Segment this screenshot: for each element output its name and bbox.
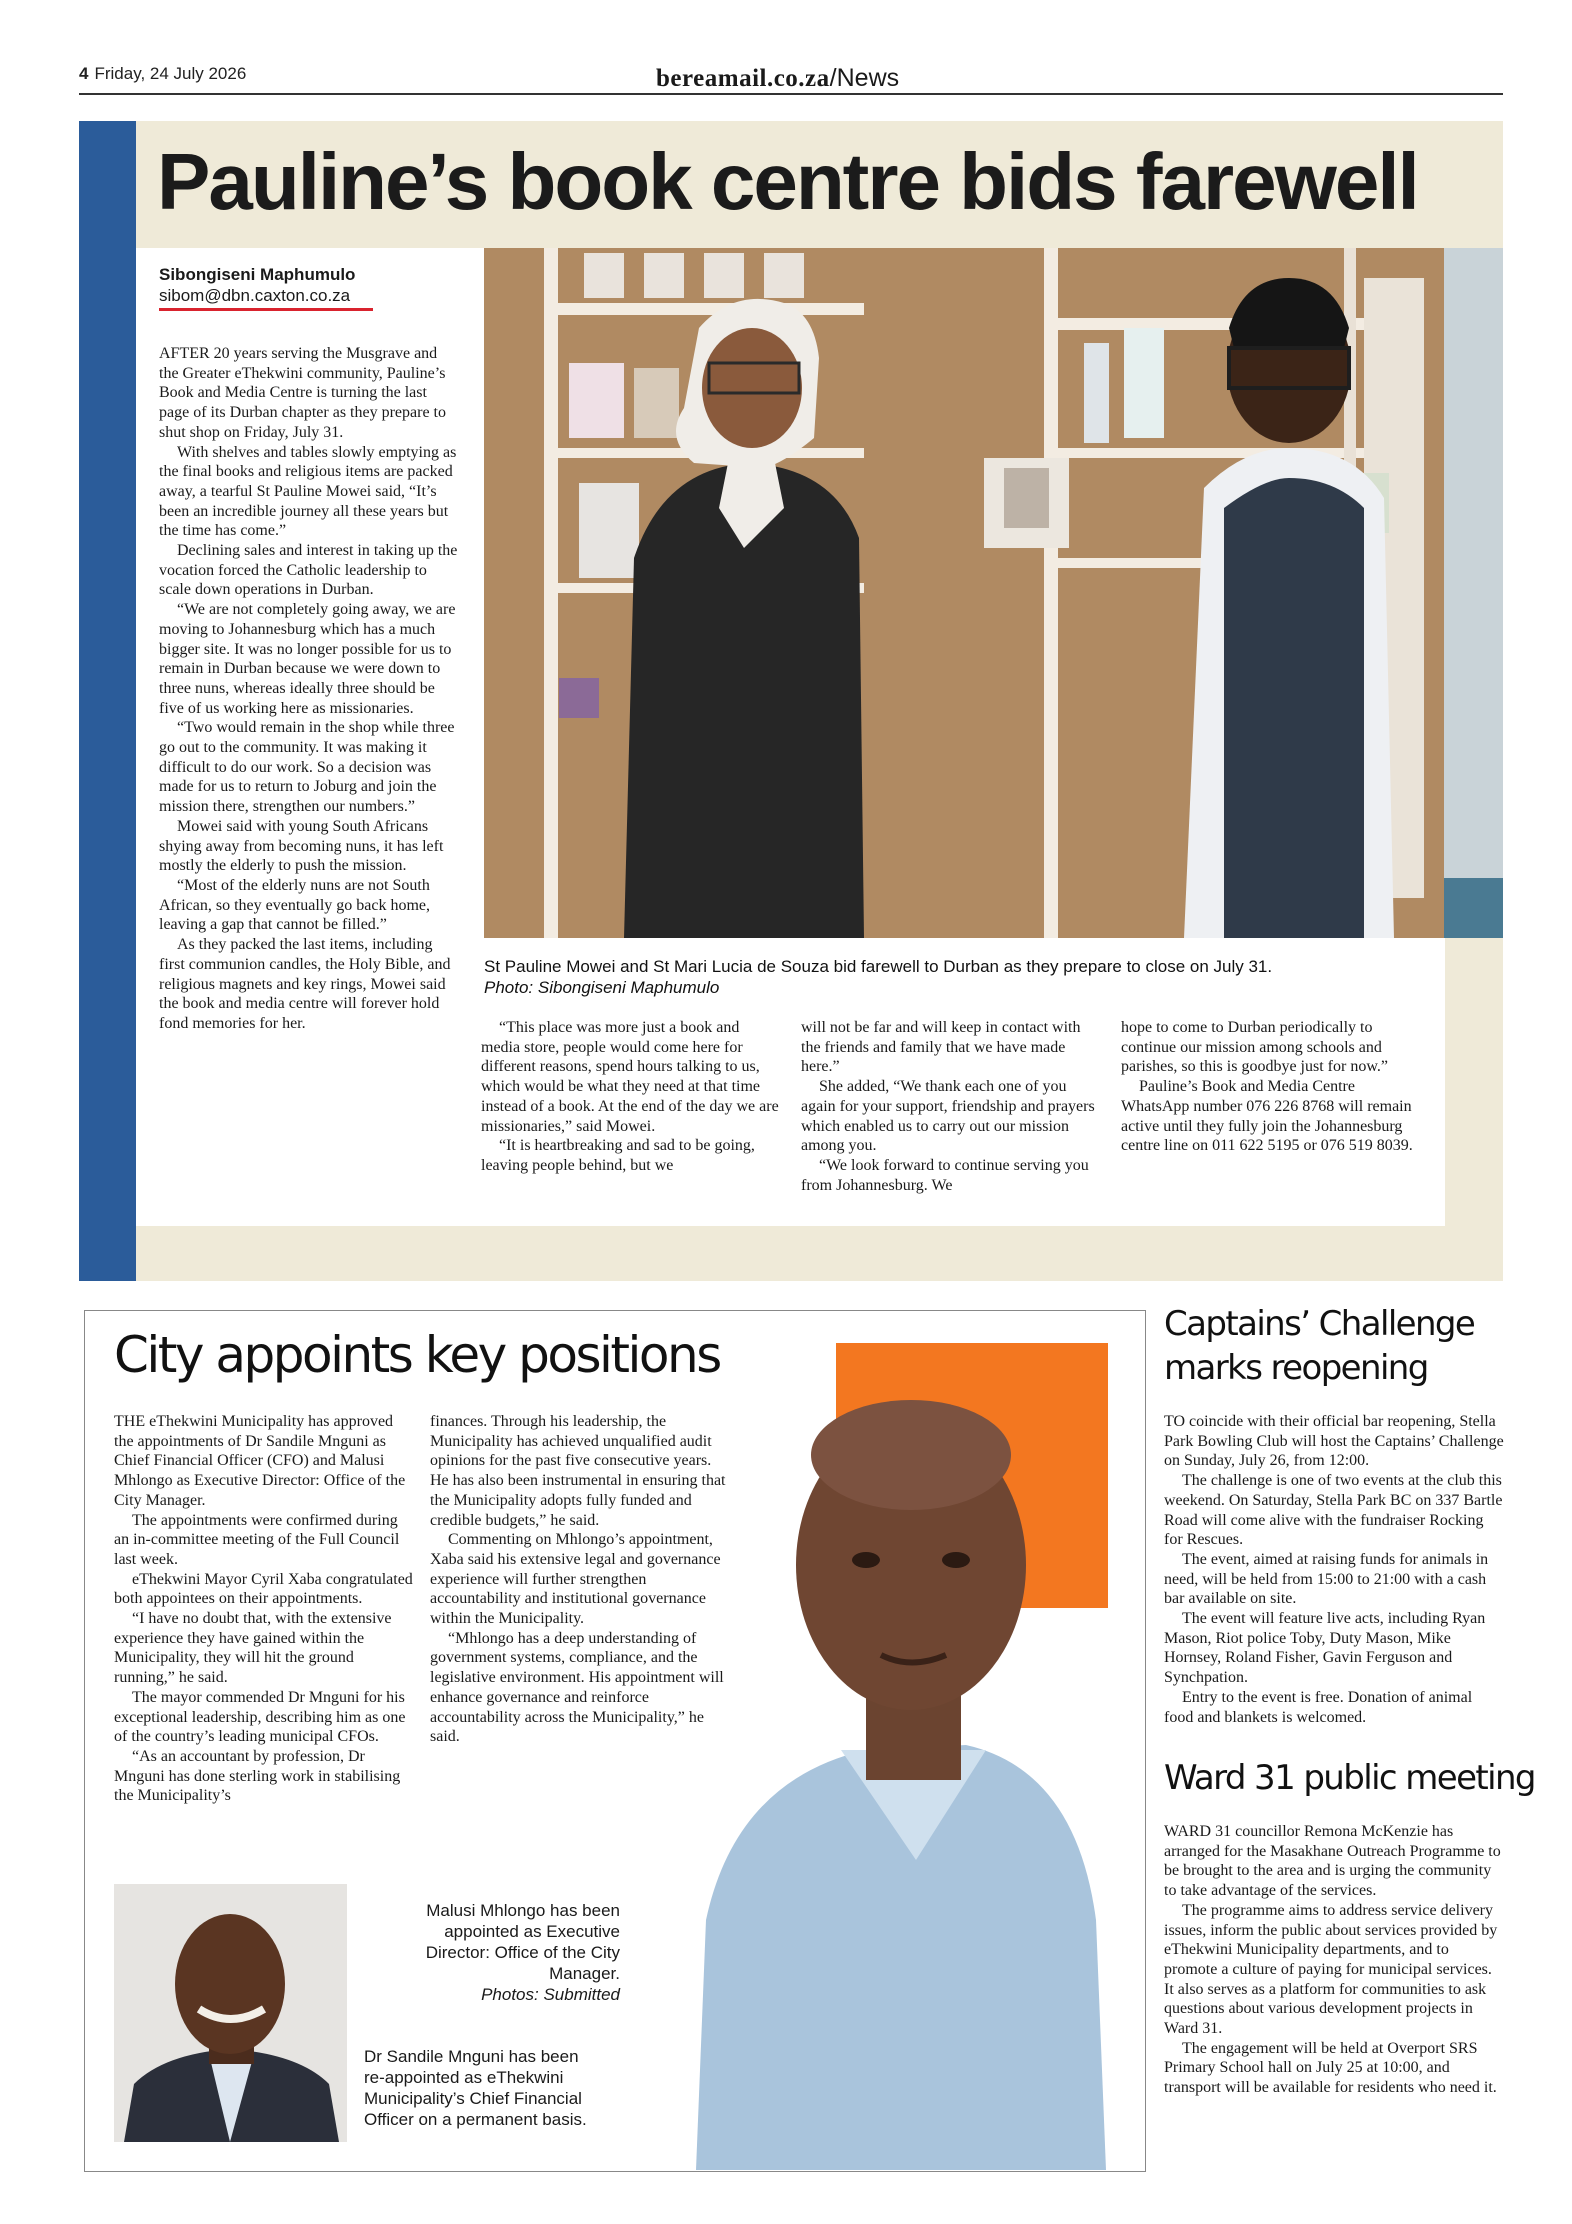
ward-body <box>1164 1822 1504 2098</box>
page-date-line <box>79 64 246 84</box>
photo-credit: Photo: Sibongiseni Maphumulo <box>484 978 720 997</box>
paragraph: Declining sales and interest in taking up the vocation forced the Catholic leadership to scale down operations in Durban. <box>159 542 458 599</box>
mnguni-photo-illustration <box>666 1360 1106 2170</box>
feature-column-4 <box>1121 1018 1421 1156</box>
paragraph: Entry to the event is free. Donation of animal food and blankets is welcomed. <box>1164 1688 1473 1726</box>
issue-date: Friday, 24 July 2026 <box>94 64 247 83</box>
byline: Sibongiseni Maphumulo <box>159 265 356 284</box>
masthead <box>656 64 899 93</box>
caption-text: St Pauline Mowei and St Mari Lucia de Souza bid farewell to Durban as they prepare to close on July 31. <box>484 957 1273 976</box>
paragraph: She added, “We thank each one of you again for your support, friendship and prayers which enabled us to carry out our mission among you. <box>801 1078 1095 1155</box>
paragraph: eThekwini Mayor Cyril Xaba congratulated both appointees on their appointments. <box>114 1570 413 1608</box>
paragraph: With shelves and tables slowly emptying as the final books and religious items are packed away, a tearful St Pauline Mowei said, “It’s been an incredible journey all these years but the time has come.” <box>159 443 457 540</box>
paragraph: hope to come to Durban periodically to continue our mission among schools and parishes, so this is goodbye just for now.” <box>1121 1019 1388 1076</box>
paragraph: The appointments were confirmed during an in-committee meeting of the Full Council last week. <box>114 1511 400 1568</box>
city-column-1 <box>114 1412 414 1806</box>
ward-headline: Ward 31 public meeting <box>1164 1758 1535 1798</box>
paragraph: “Mhlongo has a deep understanding of government systems, compliance, and the legislative environment. His appointment will enhance governance and reinforce accountability across the Municipality,” he said. <box>430 1629 724 1746</box>
mnguni-caption: Dr Sandile Mnguni has been re-appointed as eThekwini Municipality’s Chief Financial Officer on a permanent basis. <box>364 2047 587 2129</box>
paragraph: “It is heartbreaking and sad to be going, leaving people behind, but we <box>481 1137 755 1174</box>
feature-photo-caption <box>484 956 1444 998</box>
paragraph: AFTER 20 years serving the Musgrave and the Greater eThekwini community, Pauline’s Book and Media Centre is turning the last page of its Durban chapter as they prepare to shut shop on Friday, July 31. <box>159 345 446 441</box>
feature-accent-bar <box>79 121 136 1281</box>
photos-credit: Photos: Submitted <box>481 1985 620 2004</box>
paragraph: Pauline’s Book and Media Centre WhatsApp number 076 226 8768 will remain active until they fully join the Johannesburg centre line on 011 622 5195 or 076 519 8039. <box>1121 1078 1413 1155</box>
paragraph: “We are not completely going away, we are moving to Johannesburg which has a much bigger site. It was no longer possible for us to remain in Durban because we were down to three nuns, whereas ideally three should be five of us working here as missionaries. <box>159 601 456 717</box>
byline-underline <box>159 308 373 311</box>
paragraph: The event will feature live acts, including Ryan Mason, Riot police Toby, Duty Mason, Mike Hornsey, Roland Fisher, Gavin Ferguson and Synchpation. <box>1164 1610 1486 1687</box>
mhlongo-photo <box>114 1884 347 2142</box>
paragraph: The mayor commended Dr Mnguni for his exceptional leadership, describing him as one of the country’s leading municipal CFOs. <box>114 1688 406 1746</box>
paragraph: As they packed the last items, including first communion candles, the Holy Bible, and religious magnets and key rings, Mowei said the book and media centre will forever hold fond memories for her. <box>159 936 451 1032</box>
site-name: bereamail.co.za <box>656 65 830 92</box>
feature-column-1 <box>159 344 459 1034</box>
paragraph: WARD 31 councillor Remona McKenzie has arranged for the Masakhane Outreach Programme to be brought to the area and is urging the community to take advantage of the services. <box>1164 1823 1501 1900</box>
paragraph: “Two would remain in the shop while three go out to the community. It was making it difficult to do our work. So a decision was made for us to return to Joburg and join the mission there, strengthen our numbers.” <box>159 719 455 816</box>
paragraph: “Most of the elderly nuns are not South African, so they eventually go back home, leaving a gap that cannot be filled.” <box>159 876 431 934</box>
nuns-photo <box>484 248 1503 938</box>
section-separator: / <box>829 64 837 92</box>
paragraph: TO coincide with their official bar reopening, Stella Park Bowling Club will host the Captains’ Challenge on Sunday, July 26, from 12:00. <box>1164 1413 1504 1470</box>
paragraph: “As an accountant by profession, Dr Mnguni has done sterling work in stabilising the Municipality’s <box>114 1747 401 1805</box>
mnguni-photo <box>666 1360 1106 2170</box>
caption-text: Malusi Mhlongo has been appointed as Executive Director: Office of the City Manager. <box>425 1901 620 1983</box>
mhlongo-caption <box>380 1900 620 2005</box>
paragraph: The engagement will be held at Overport SRS Primary School hall on July 25 at 10:00, and transport will be available for residents who need it. <box>1164 2039 1497 2097</box>
city-headline: City appoints key positions <box>114 1326 720 1384</box>
byline-email[interactable]: sibom@dbn.caxton.co.za <box>159 286 351 305</box>
feature-column-3 <box>801 1018 1101 1195</box>
nuns-photo-illustration <box>484 248 1503 938</box>
paragraph: “I have no doubt that, with the extensive experience they have gained within the Municipality, they will hit the ground running,” he said. <box>114 1610 392 1687</box>
paragraph: “This place was more just a book and media store, people would come here for different reasons, spend hours talking to us, which would be what they need at that time instead of a book. At the end of the day we are missionaries,” said Mowei. <box>481 1019 779 1135</box>
paragraph: finances. Through his leadership, the Municipality has achieved unqualified audit opinions for the past five consecutive years. He has also been instrumental in ensuring that the Municipality adopts fully funded and credible budgets,” he said. <box>430 1413 726 1529</box>
paragraph: Commenting on Mhlongo’s appointment, Xaba said his extensive legal and governance experience will further strengthen accountability and institutional governance within the Municipality. <box>430 1531 721 1628</box>
feature-headline: Pauline’s book centre bids farewell <box>157 137 1418 226</box>
feature-column-2 <box>481 1018 781 1176</box>
paragraph: Mowei said with young South Africans shying away from becoming nuns, it has left mostly the elderly to push the mission. <box>159 817 444 875</box>
paragraph: THE eThekwini Municipality has approved the appointments of Dr Sandile Mnguni as Chief Financial Officer (CFO) and Malusi Mhlongo as Executive Director: Office of the City Manager. <box>114 1413 406 1509</box>
section-name: News <box>836 64 900 92</box>
paragraph: The programme aims to address service delivery issues, inform the public about services provided by eThekwini Municipality departments, and to promote a culture of paying for municipal services. It also serves as a platform for communities to ask questions about various development projects in Ward 31. <box>1164 1901 1498 2038</box>
paragraph: will not be far and will keep in contact with the friends and family that we have made here.” <box>801 1019 1081 1076</box>
header-rule <box>79 93 1503 95</box>
paragraph: “We look forward to continue serving you from Johannesburg. We <box>801 1156 1089 1194</box>
page-number: 4 <box>79 64 89 83</box>
captains-headline: Captains’ Challenge marks reopening <box>1164 1304 1475 1388</box>
captains-body <box>1164 1412 1504 1727</box>
paragraph: The challenge is one of two events at the club this weekend. On Saturday, Stella Park BC on 337 Bartle Road will come alive with the fundraiser Rocking for Rescues. <box>1164 1472 1503 1549</box>
paragraph: The event, aimed at raising funds for animals in need, will be held from 15:00 to 21:00 with a cash bar available on site. <box>1164 1550 1489 1608</box>
mhlongo-photo-illustration <box>114 1884 347 2142</box>
